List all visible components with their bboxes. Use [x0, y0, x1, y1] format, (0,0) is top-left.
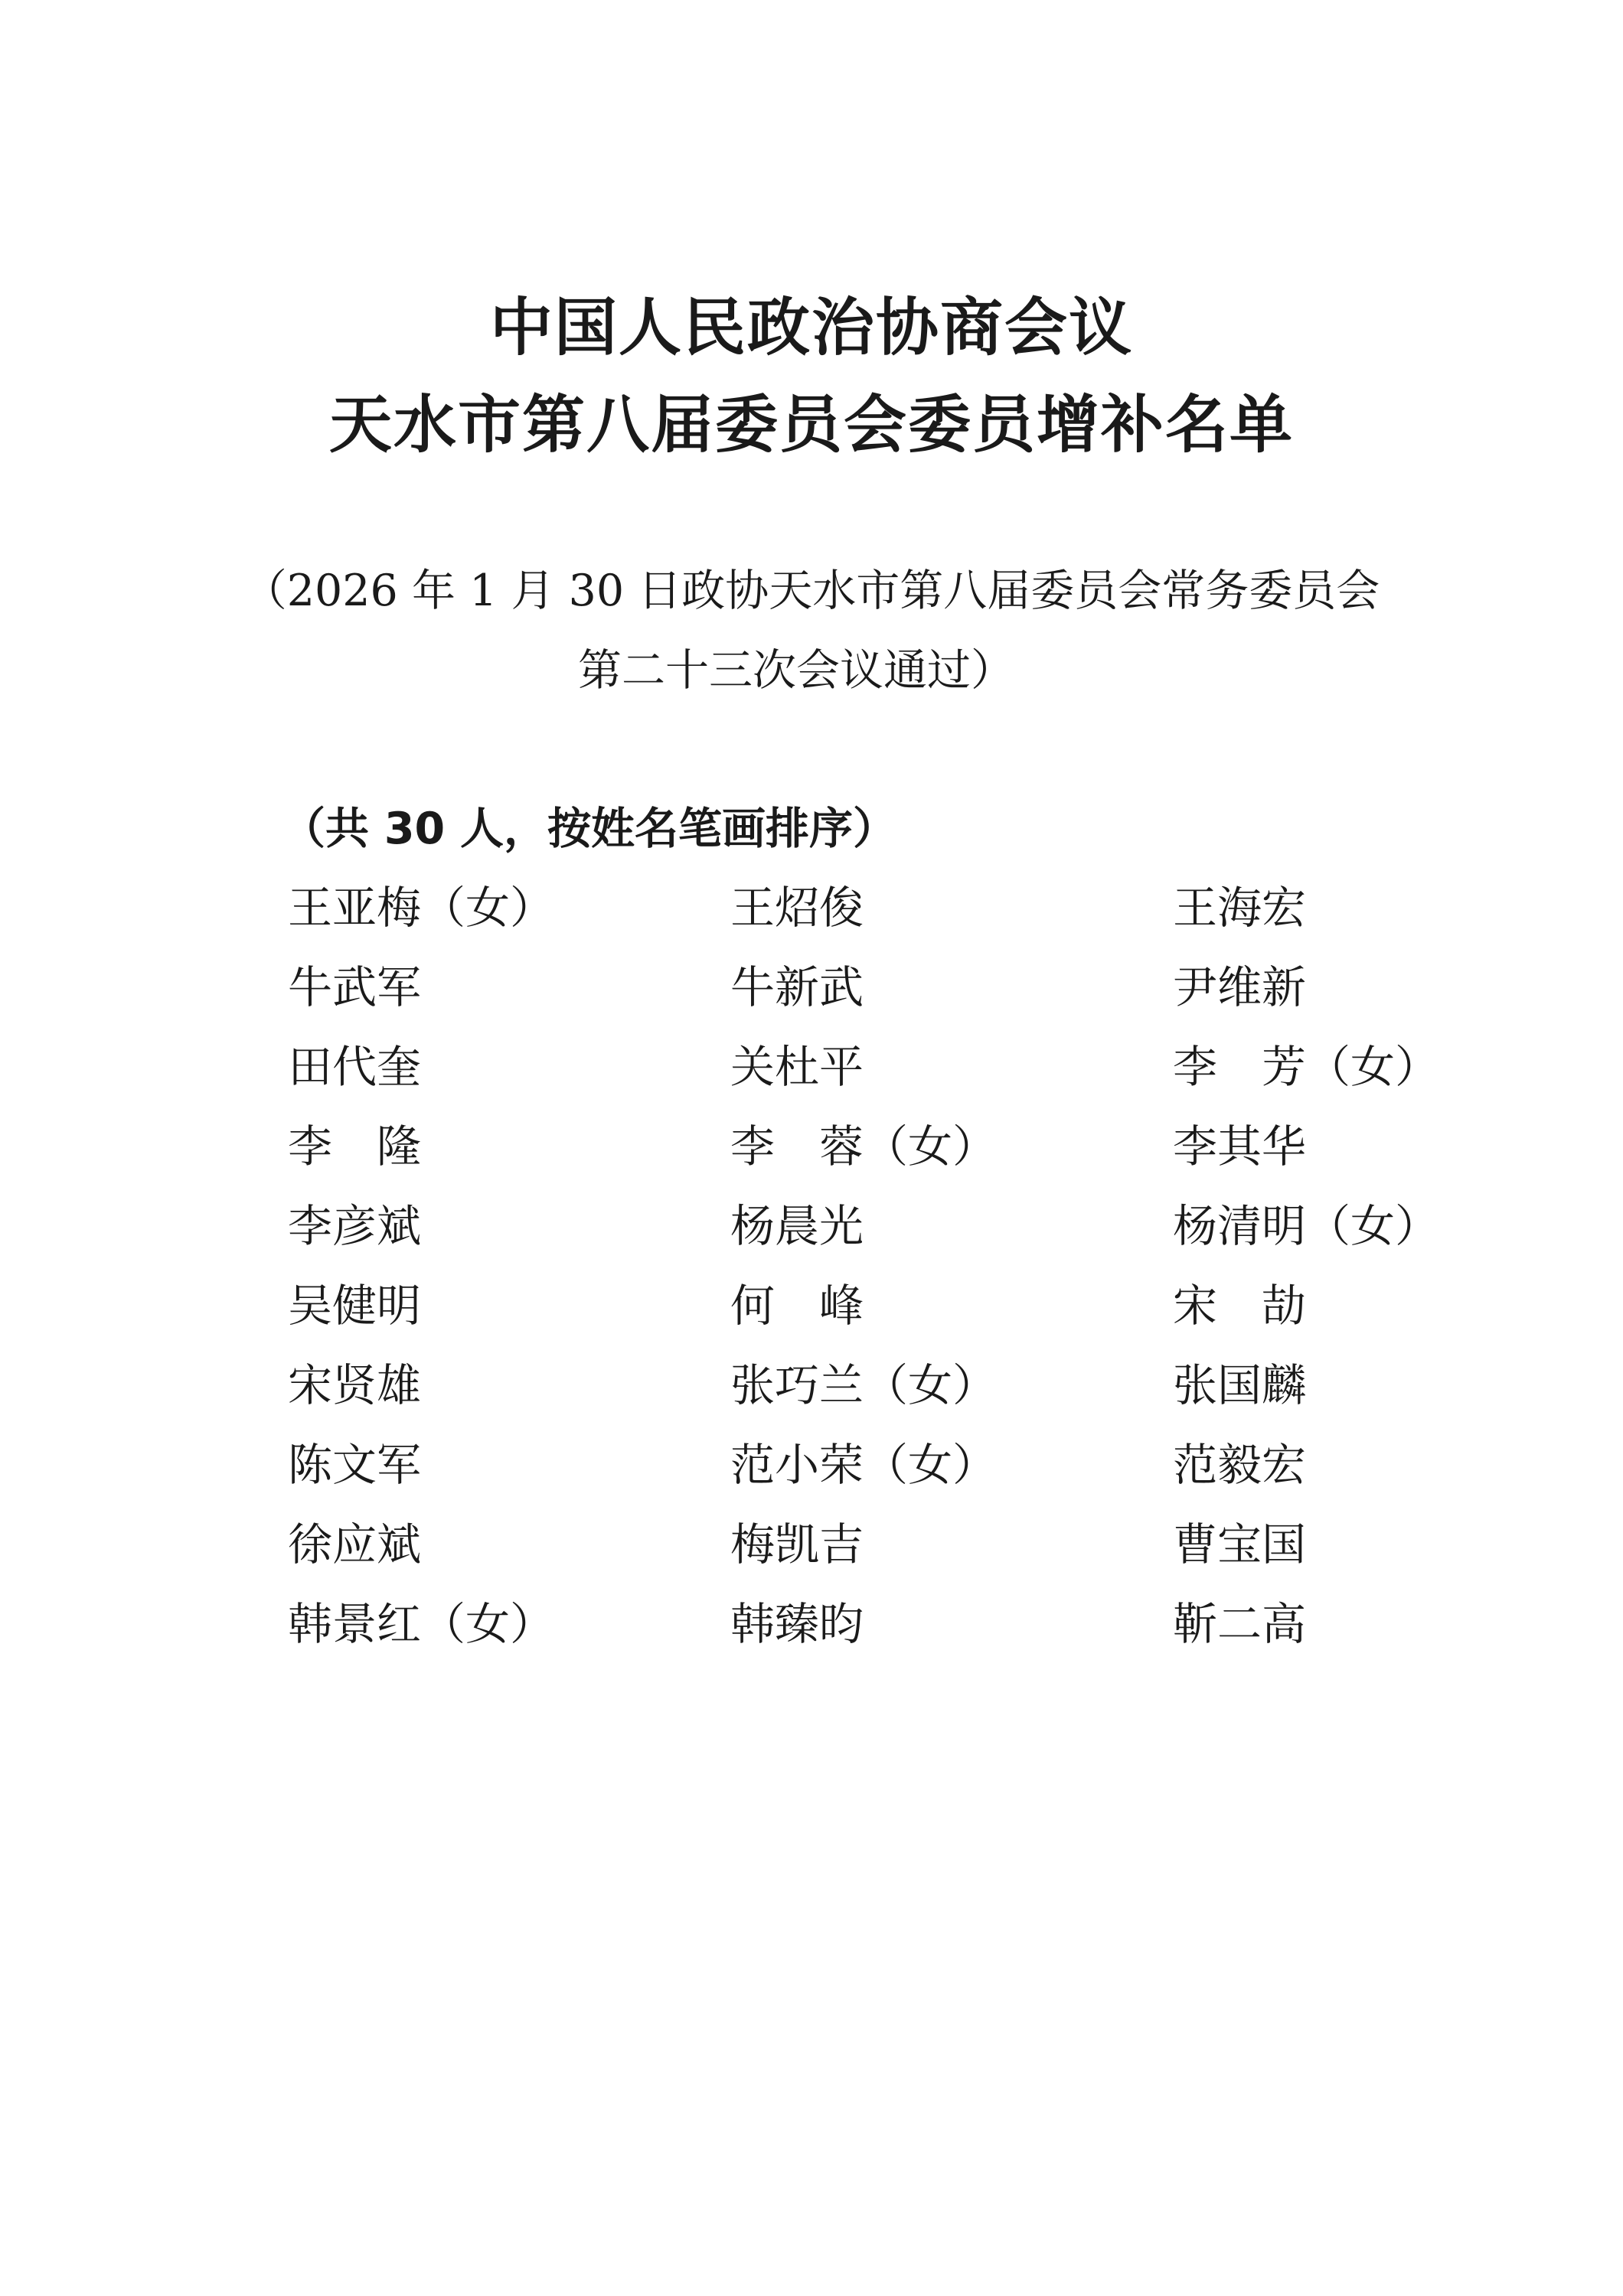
member-name: 韩臻昀 — [730, 1598, 864, 1650]
member-name: 范毅宏 — [1173, 1439, 1307, 1491]
member-name: 梅凯吉 — [730, 1518, 864, 1570]
member-name: 牛新武 — [730, 961, 864, 1013]
member-name: 王海宏 — [1173, 882, 1307, 934]
member-name: 李 隆 — [288, 1120, 422, 1172]
member-name: 王亚梅（女） — [288, 882, 555, 934]
member-name: 杨晨光 — [730, 1200, 864, 1252]
member-name: 靳二高 — [1173, 1598, 1307, 1650]
member-name: 吴健明 — [288, 1280, 422, 1332]
member-name: 曹宝国 — [1173, 1518, 1307, 1570]
member-name: 宋贤雄 — [288, 1359, 422, 1411]
member-name: 田代奎 — [288, 1041, 422, 1093]
member-name: 范小荣（女） — [730, 1439, 998, 1491]
member-name-list — [288, 882, 1528, 1681]
member-name: 李彦斌 — [288, 1200, 422, 1252]
member-name: 陈文军 — [288, 1439, 422, 1491]
member-name: 张巧兰（女） — [730, 1359, 998, 1411]
name-row — [288, 1598, 1528, 1681]
member-name: 张国麟 — [1173, 1359, 1307, 1411]
name-row — [288, 961, 1528, 1045]
member-name: 徐应斌 — [288, 1518, 422, 1570]
member-name: 韩景红（女） — [288, 1598, 555, 1650]
name-row — [288, 1120, 1528, 1204]
member-name: 李 蓉（女） — [730, 1120, 998, 1172]
name-row — [288, 1359, 1528, 1443]
member-name: 何 峰 — [730, 1280, 864, 1332]
member-name: 王炤俊 — [730, 882, 864, 934]
document-title-line-1: 中国人民政治协商会议 — [489, 292, 1133, 364]
member-name: 杨清明（女） — [1173, 1200, 1440, 1252]
member-count-note: （共 30 人，按姓名笔画排序） — [282, 804, 897, 854]
member-name: 李 芳（女） — [1173, 1041, 1440, 1093]
member-name: 牛武军 — [288, 961, 422, 1013]
name-row — [288, 1439, 1528, 1522]
member-name: 关杜平 — [730, 1041, 864, 1093]
approval-note-line-1: （2026 年 1 月 30 日政协天水市第八届委员会常务委员会 — [243, 566, 1380, 616]
member-name: 宋 劼 — [1173, 1280, 1307, 1332]
document-title-line-2: 天水市第八届委员会委员增补名单 — [328, 389, 1294, 461]
approval-note-line-2: 第二十三次会议通过） — [578, 645, 1014, 696]
name-row — [288, 1280, 1528, 1363]
member-name: 尹维新 — [1173, 961, 1307, 1013]
name-row — [288, 1041, 1528, 1124]
name-row — [288, 1200, 1528, 1283]
name-row — [288, 1518, 1528, 1602]
name-row — [288, 882, 1528, 965]
member-name: 李其华 — [1173, 1120, 1307, 1172]
